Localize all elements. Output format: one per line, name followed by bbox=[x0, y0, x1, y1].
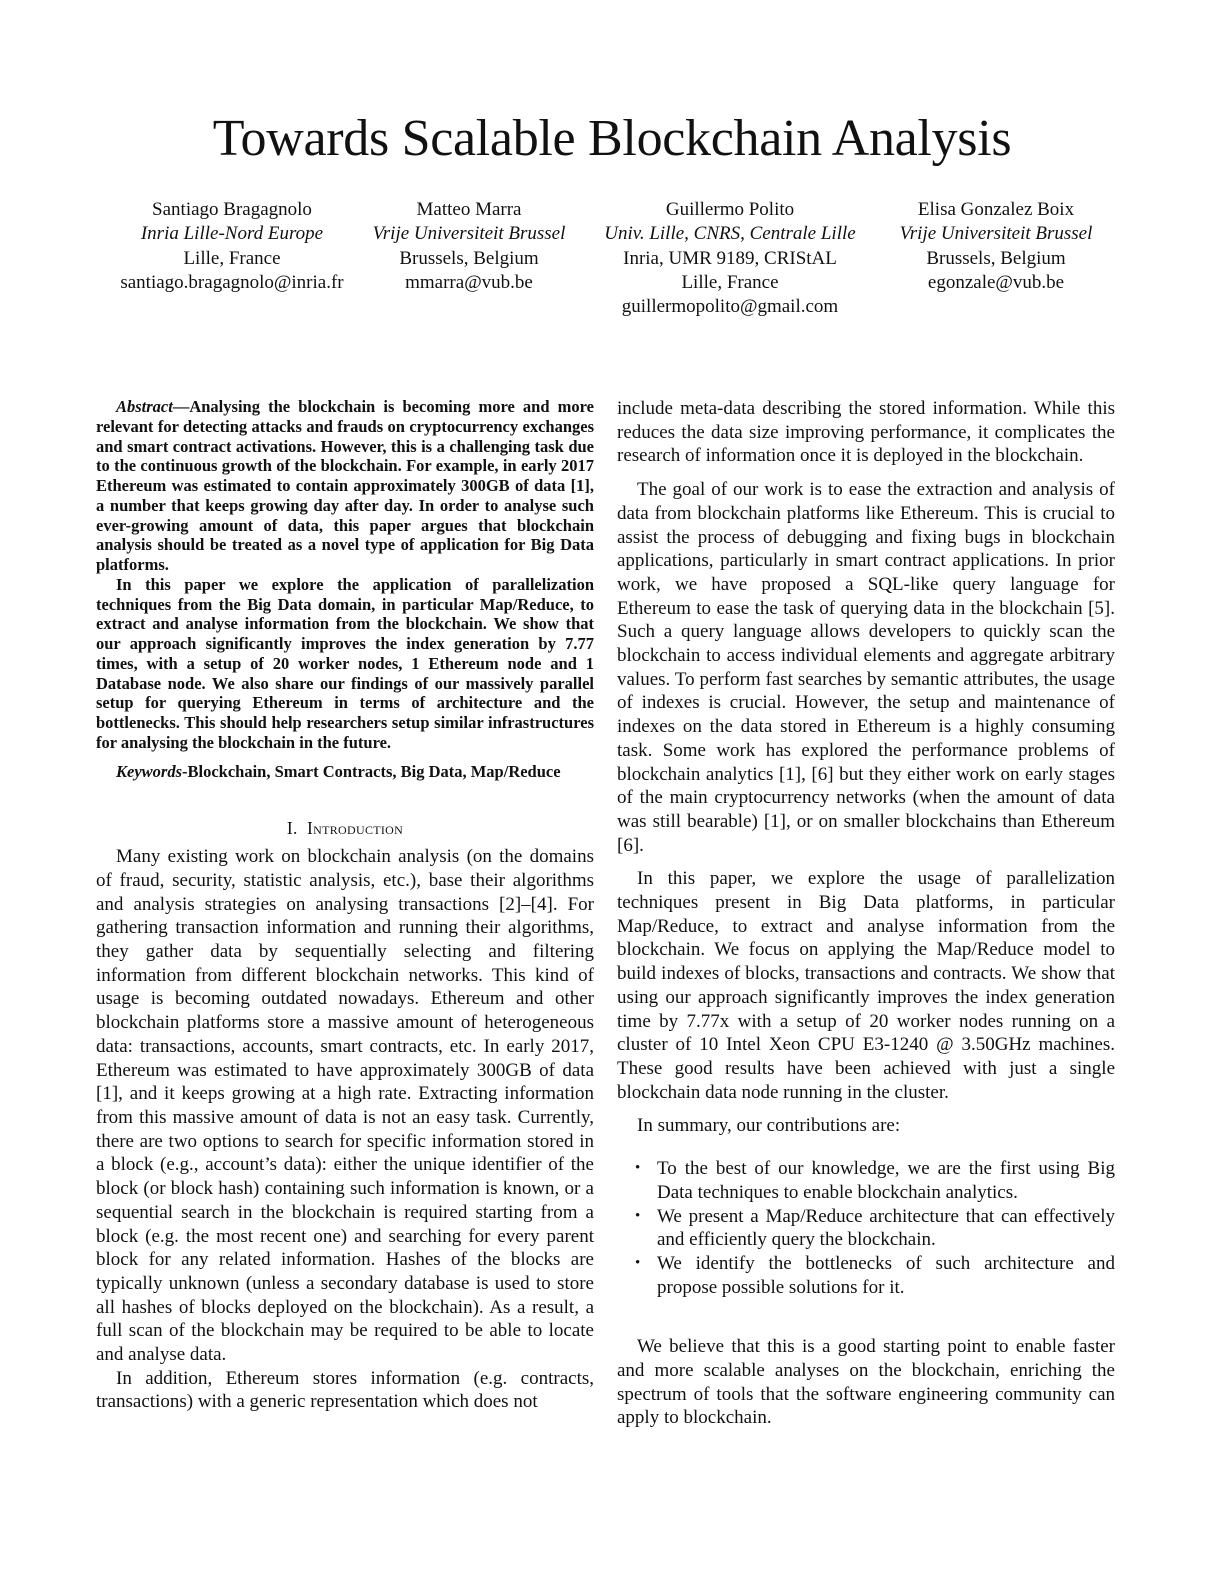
intro-paragraph-2: In addition, Ethereum stores information (e.g. contracts, transactions) with a generic representation which does not bbox=[96, 1367, 594, 1413]
keywords-text: -Blockchain, Smart Contracts, Big Data, Map/Reduce bbox=[182, 761, 561, 781]
author-email: santiago.bragagnolo@inria.fr bbox=[120, 271, 344, 293]
abstract-paragraph-2: In this paper we explore the application of parallelization techniques from the Big Data domain, in particular Map/Reduce, to extract and analyse information from the blockchain. We show that our approach significantly improves the index generation by 7.77 times, with a setup of 20 worker nodes, 1 Ethereum node and 1 Database node. We also share our findings of our massively parallel setup for querying Ethereum in terms of architecture and the bottlenecks. This should help researchers setup similar infrastructures for analysing the blockchain in the future. bbox=[96, 574, 594, 752]
abstract-label: Abstract bbox=[116, 397, 173, 416]
contribution-text: We identify the bottlenecks of such architecture and propose possible solutions for it. bbox=[657, 1252, 1115, 1298]
author-location: Lille, France bbox=[183, 247, 281, 269]
keywords-label: Keywords bbox=[116, 761, 182, 781]
author-affiliation: Univ. Lille, CNRS, Centrale Lille bbox=[604, 223, 856, 245]
contribution-item bbox=[635, 1252, 1115, 1299]
section-heading-introduction bbox=[96, 817, 594, 839]
abstract-paragraph-1 bbox=[96, 397, 594, 575]
author-1 bbox=[112, 198, 352, 295]
intro-paragraph-3: The goal of our work is to ease the extraction and analysis of data from blockchain platforms like Ethereum. This is crucial to assist the process of debugging and fixing bugs in blockchain applications, particularly in smart contract applications. In prior work, we have proposed a SQL-like query language for Ethereum to ease the task of querying data in the blockchain [5]. Such a query language allows developers to quickly scan the blockchain to access individual elements and aggregate arbitrary values. To perform fast searches by semantic attributes, the usage of indexes is crucial. However, the setup and maintenance of indexes on the data stored in Ethereum is a highly consuming task. Some work has explored the performance problems of blockchain analytics [1], [6] but they either work on early stages of the main cryptocurrency networks (when the amount of data was still bearable) [1], or on smaller blockchains than Ethereum [6]. bbox=[617, 479, 1115, 856]
keywords bbox=[96, 762, 594, 782]
abstract-dash: — bbox=[172, 397, 190, 416]
author-location: Brussels, Belgium bbox=[926, 247, 1066, 269]
contribution-text: To the best of our knowledge, we are the first using Big Data techniques to enable blockchain analytics. bbox=[657, 1158, 1115, 1203]
contribution-text: We present a Map/Reduce architecture that can effectively and efficiently query the blockchain. bbox=[657, 1205, 1115, 1251]
author-affiliation: Vrije Universiteit Brussel bbox=[899, 223, 1093, 245]
intro-paragraph-4: In this paper, we explore the usage of parallelization techniques present in Big Data platforms, in particular Map/Reduce, to extract and analyse information from the blockchain. We focus on applying the Map/Reduce model to build indexes of blocks, transactions and contracts. We show that using our approach significantly improves the index generation time by 7.77x with a setup of 20 worker nodes running on a cluster of 10 Intel Xeon CPU E3-1240 @ 3.50GHz machines. These good results have been achieved with just a single blockchain data node running in the cluster. bbox=[617, 868, 1115, 1103]
intro-paragraph-1: Many existing work on blockchain analysis (on the domains of fraud, security, statistic analysis, etc.), base their algorithms and analysis strategies on analysing transactions [2]–[4]. For gathering transaction information and running their algorithms, they gather data by sequentially selecting and filtering information from different blockchain networks. This kind of usage is becoming outdated nowadays. Ethereum and other blockchain platforms store a massive amount of heterogeneous data: transactions, accounts, smart contracts, etc. In early 2017, Ethereum was estimated to have approximately 300GB of data [1], and it keeps growing at a high rate. Extracting information from this massive amount of data is not an easy task. Currently, there are two options to search for specific information stored in a block (e.g., account’s data): either the unique identifier of the block (or block hash) containing such information is known, or a sequential search in the blockchain is required starting from a block (e.g. the most recent one) and searching for every parent block for any related information. Hashes of the blocks are typically unknown (unless a secondary database is used to store all hashes of blocks deployed on the blockchain). As a result, a full scan of the blockchain may be required to be able to locate and analyse data. bbox=[96, 846, 594, 1366]
author-name: Guillermo Polito bbox=[665, 199, 795, 220]
closing-paragraph: We believe that this is a good starting point to enable faster and more scalable analyses on the blockchain, enriching the spectrum of tools that the software engineering community can apply to blockchain. bbox=[617, 1336, 1115, 1429]
author-4 bbox=[890, 198, 1102, 295]
intro-paragraph-2-continued: include meta-data describing the stored information. While this reduces the data size improving performance, it complicates the research of information once it is deployed in the blockchain. bbox=[617, 398, 1115, 467]
section-number: I. bbox=[286, 818, 298, 839]
bullet-icon: • bbox=[635, 1207, 641, 1224]
contribution-item bbox=[635, 1205, 1115, 1252]
author-name: Santiago Bragagnolo bbox=[152, 199, 312, 220]
author-name: Matteo Marra bbox=[416, 199, 522, 220]
author-block bbox=[0, 198, 1224, 328]
contributions-list bbox=[617, 1157, 1115, 1299]
right-column bbox=[617, 397, 1115, 1430]
author-location: Lille, France bbox=[681, 271, 779, 293]
author-email: mmarra@vub.be bbox=[405, 271, 533, 293]
author-institute: Inria, UMR 9189, CRIStAL bbox=[623, 247, 837, 269]
author-affiliation: Inria Lille-Nord Europe bbox=[140, 223, 324, 245]
section-title: Introduction bbox=[307, 818, 404, 839]
author-3 bbox=[595, 198, 865, 319]
author-name: Elisa Gonzalez Boix bbox=[917, 199, 1075, 220]
bullet-icon: • bbox=[635, 1160, 641, 1177]
author-email: egonzale@vub.be bbox=[927, 271, 1065, 293]
author-location: Brussels, Belgium bbox=[399, 247, 539, 269]
author-affiliation: Vrije Universiteit Brussel bbox=[372, 223, 566, 245]
contribution-item bbox=[635, 1157, 1115, 1204]
author-email: guillermopolito@gmail.com bbox=[621, 296, 839, 318]
author-2 bbox=[364, 198, 574, 295]
paper-title: Towards Scalable Blockchain Analysis bbox=[212, 110, 1012, 167]
contributions-intro: In summary, our contributions are: bbox=[637, 1115, 901, 1137]
abstract-text-1: Analysing the blockchain is becoming more and more relevant for detecting attacks and frauds on cryptocurrency exchanges and smart contract activations. However, this is a challenging task due to the continuous growth of the blockchain. For example, in early 2017 Ethereum was estimated to contain approximately 300GB of data [1], a number that keeps growing day after day. In order to analyse such ever-growing amount of data, this paper argues that blockchain analysis should be treated as a novel type of application for Big Data platforms. bbox=[96, 397, 594, 574]
bullet-icon: • bbox=[635, 1254, 641, 1271]
left-column bbox=[96, 397, 594, 1414]
